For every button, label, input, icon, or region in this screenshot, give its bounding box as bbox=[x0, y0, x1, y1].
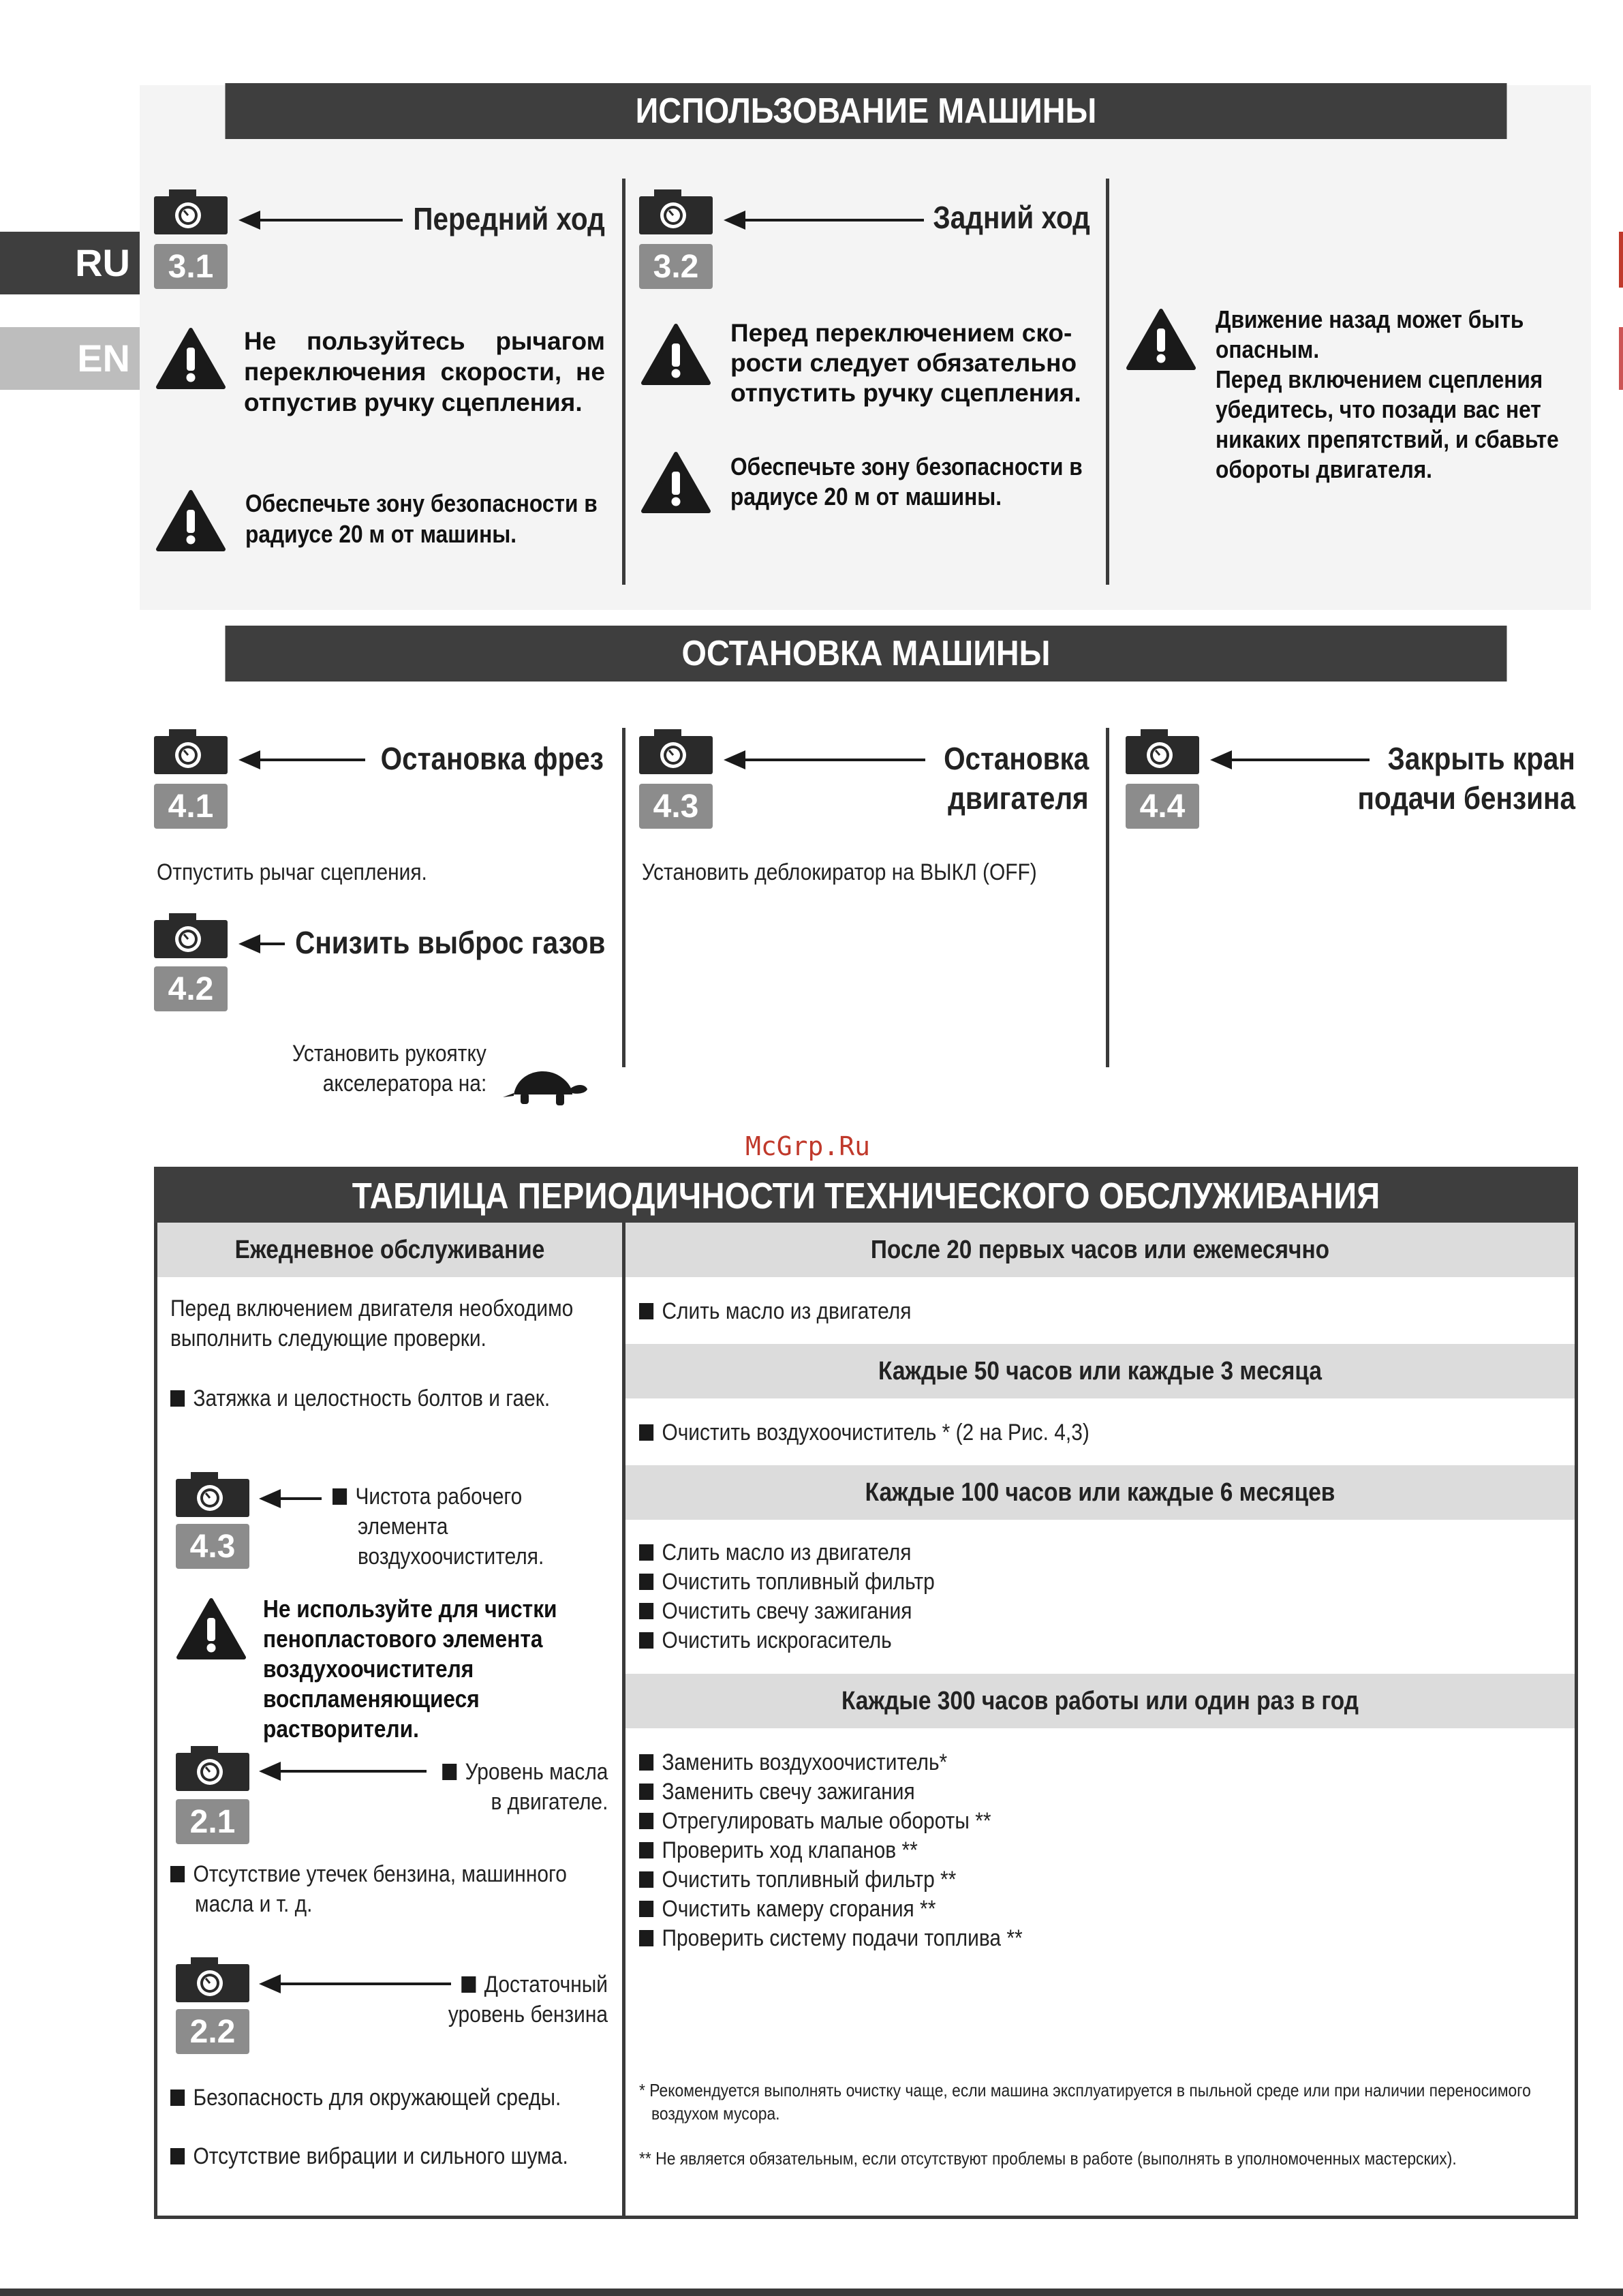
arrow-left-icon bbox=[1214, 759, 1370, 761]
safety-zone-line1: Обеспечьте зону безопасности в bbox=[730, 453, 1083, 480]
oil-level-line1: Уровень масла bbox=[442, 1757, 608, 1787]
camera-icon bbox=[176, 1472, 249, 1517]
arrow-left-icon bbox=[243, 219, 403, 221]
arrow-left-icon bbox=[263, 1497, 322, 1500]
right-edge-mark bbox=[1619, 327, 1623, 390]
warning-clutch-text: Не пользуйтесь рычагом переключения скорости, не отпустив ручку сцепления. bbox=[244, 327, 605, 416]
interval-item: Отрегулировать малые обороты ** bbox=[639, 1806, 991, 1836]
interval-item: Очистить свечу зажигания bbox=[639, 1596, 912, 1626]
figure-badge-4-3: 4.3 bbox=[639, 784, 713, 829]
interval-item: Очистить топливный фильтр bbox=[639, 1567, 935, 1597]
interval-item: Очистить искрогаситель bbox=[639, 1625, 892, 1655]
interval-item: Проверить ход клапанов ** bbox=[639, 1835, 918, 1865]
section-stop-title: ОСТАНОВКА МАШИНЫ bbox=[226, 626, 1507, 682]
camera-icon bbox=[639, 189, 713, 234]
fuel-level-line2: уровень бензина bbox=[448, 2002, 608, 2027]
reverse-danger-line1: Движение назад может быть bbox=[1216, 305, 1524, 333]
warning-reverse-line2: рости следует обязательно bbox=[730, 349, 1077, 377]
daily-intro-line2: выполнить следующие проверки. bbox=[170, 1326, 486, 1351]
column-divider bbox=[1106, 728, 1109, 1067]
interval-item: Слить масло из двигателя bbox=[639, 1537, 911, 1567]
interval-item: Очистить камеру сгорания ** bbox=[639, 1894, 936, 1924]
figure-badge-3-2: 3.2 bbox=[639, 244, 713, 289]
release-clutch-text: Отпустить рычаг сцепления. bbox=[157, 859, 427, 885]
warning-icon bbox=[640, 451, 711, 514]
warning-icon bbox=[176, 1597, 247, 1660]
daily-air-filter-line1: Чистота рабочего bbox=[333, 1482, 522, 1512]
camera-icon bbox=[639, 729, 713, 774]
figure-badge-3-1: 3.1 bbox=[154, 244, 228, 289]
reverse-danger-line4: убедитесь, что позади вас нет bbox=[1216, 395, 1541, 423]
reverse-danger-line6: обороты двигателя. bbox=[1216, 455, 1432, 483]
close-fuel-valve-heading-line2: подачи бензина bbox=[1357, 780, 1575, 816]
arrow-left-icon bbox=[263, 1983, 451, 1985]
safety-zone-line2: радиусе 20 м от машины. bbox=[730, 483, 1002, 510]
warning-icon bbox=[155, 327, 226, 390]
column-divider bbox=[622, 179, 625, 585]
turtle-icon bbox=[501, 1063, 589, 1108]
watermark: McGrp.Ru bbox=[745, 1131, 871, 1161]
column-divider bbox=[622, 728, 625, 1067]
camera-icon bbox=[154, 913, 228, 958]
interval-item: Заменить свечу зажигания bbox=[639, 1777, 915, 1807]
footnote-2: ** Не является обязательным, если отсутствуют проблемы в работе (выполнять в уполномоченных мастерских). bbox=[639, 2148, 1457, 2169]
solvent-warning-line5: растворители. bbox=[263, 1715, 419, 1743]
interval-item: Слить масло из двигателя bbox=[639, 1296, 911, 1326]
daily-environment: Безопасность для окружающей среды. bbox=[170, 2083, 561, 2113]
daily-vibration: Отсутствие вибрации и сильного шума. bbox=[170, 2141, 568, 2171]
solvent-warning-line3: воздухоочистителя bbox=[263, 1655, 474, 1683]
figure-badge-2-1: 2.1 bbox=[176, 1799, 249, 1844]
warning-reverse-line1: Перед переключением ско- bbox=[730, 319, 1072, 347]
set-lock-off-text: Установить деблокиратор на ВЫКЛ (OFF) bbox=[642, 859, 1037, 885]
daily-air-filter-line3: воздухоочистителя. bbox=[358, 1544, 544, 1570]
arrow-left-icon bbox=[243, 943, 285, 945]
camera-icon bbox=[176, 1746, 249, 1791]
maintenance-table-title: ТАБЛИЦА ПЕРИОДИЧНОСТИ ТЕХНИЧЕСКОГО ОБСЛУЖИВАНИЯ bbox=[352, 1176, 1380, 1216]
warning-icon bbox=[155, 489, 226, 552]
stop-engine-heading-line2: двигателя bbox=[948, 780, 1089, 816]
figure-badge-2-2: 2.2 bbox=[176, 2009, 249, 2054]
reverse-gear-heading: Задний ход bbox=[933, 200, 1090, 235]
daily-header: Ежедневное обслуживание bbox=[234, 1236, 545, 1264]
interval-100h-header: Каждые 100 часов или каждые 6 месяцев bbox=[865, 1478, 1335, 1507]
safety-zone-line1: Обеспечьте зону безопасности в bbox=[245, 489, 598, 517]
arrow-left-icon bbox=[728, 219, 924, 221]
arrow-left-icon bbox=[243, 759, 365, 761]
right-edge-mark bbox=[1619, 232, 1623, 288]
interval-300h-header: Каждые 300 часов работы или один раз в год bbox=[841, 1687, 1359, 1715]
reverse-danger-line5: никаких препятствий, и сбавьте bbox=[1216, 425, 1559, 453]
column-divider bbox=[1106, 179, 1109, 585]
stop-engine-heading-line1: Остановка bbox=[943, 741, 1089, 776]
oil-level-line2: в двигателе. bbox=[491, 1789, 608, 1815]
figure-badge-4-3: 4.3 bbox=[176, 1524, 249, 1569]
figure-badge-4-1: 4.1 bbox=[154, 784, 228, 829]
language-tab-en[interactable]: EN bbox=[0, 327, 140, 390]
figure-badge-4-2: 4.2 bbox=[154, 966, 228, 1011]
close-fuel-valve-heading-line1: Закрыть кран bbox=[1387, 741, 1575, 776]
interval-item: Очистить топливный фильтр ** bbox=[639, 1865, 956, 1895]
warning-icon bbox=[640, 323, 711, 386]
section-usage-title: ИСПОЛЬЗОВАНИЕ МАШИНЫ bbox=[226, 83, 1507, 139]
arrow-left-icon bbox=[728, 759, 925, 761]
daily-intro-line1: Перед включением двигателя необходимо bbox=[170, 1296, 574, 1321]
fuel-level-line1: Достаточный bbox=[461, 1970, 608, 2000]
interval-20h-header: После 20 первых часов или ежемесячно bbox=[870, 1236, 1330, 1264]
warning-reverse-line3: отпустить ручку сцепления. bbox=[730, 379, 1081, 407]
language-tab-ru[interactable]: RU bbox=[0, 232, 140, 294]
reverse-danger-line3: Перед включением сцепления bbox=[1216, 365, 1543, 393]
throttle-instruction-line2: акселератора на: bbox=[322, 1071, 486, 1097]
warning-icon bbox=[1126, 308, 1196, 371]
stop-tillers-heading: Остановка фрез bbox=[380, 741, 604, 776]
solvent-warning-line1: Не используйте для чистки bbox=[263, 1595, 557, 1623]
throttle-instruction-line1: Установить рукоятку bbox=[292, 1041, 486, 1067]
reduce-throttle-heading: Снизить выброс газов bbox=[294, 925, 605, 960]
daily-leaks-line1: Отсутствие утечек бензина, машинного bbox=[170, 1859, 567, 1889]
daily-item: Затяжка и целостность болтов и гаек. bbox=[170, 1383, 550, 1413]
camera-icon bbox=[1126, 729, 1199, 774]
interval-50h-header: Каждые 50 часов или каждые 3 месяца bbox=[878, 1357, 1322, 1386]
safety-zone-line2: радиусе 20 м от машины. bbox=[245, 520, 517, 548]
interval-item: Очистить воздухоочиститель * (2 на Рис. 4,3) bbox=[639, 1418, 1089, 1448]
figure-badge-4-4: 4.4 bbox=[1126, 784, 1199, 829]
interval-item: Заменить воздухоочиститель* bbox=[639, 1747, 947, 1777]
solvent-warning-line4: воспламеняющиеся bbox=[263, 1685, 480, 1713]
reverse-danger-line2: опасным. bbox=[1216, 335, 1320, 363]
interval-item: Проверить систему подачи топлива ** bbox=[639, 1923, 1023, 1953]
arrow-left-icon bbox=[263, 1770, 427, 1773]
solvent-warning-line2: пенопластового элемента bbox=[263, 1625, 543, 1653]
camera-icon bbox=[176, 1957, 249, 2002]
daily-air-filter-line2: элемента bbox=[358, 1514, 448, 1540]
footnote-1-line2: воздухом мусора. bbox=[651, 2103, 780, 2124]
camera-icon bbox=[154, 729, 228, 774]
camera-icon bbox=[154, 189, 228, 234]
page-bottom-bar bbox=[0, 2289, 1623, 2296]
daily-leaks-line2: масла и т. д. bbox=[195, 1891, 313, 1917]
forward-gear-heading: Передний ход bbox=[413, 201, 605, 236]
footnote-1-line1: * Рекомендуется выполнять очистку чаще, если машина эксплуатируется в пыльной среде или при наличии переносимого bbox=[639, 2080, 1531, 2100]
